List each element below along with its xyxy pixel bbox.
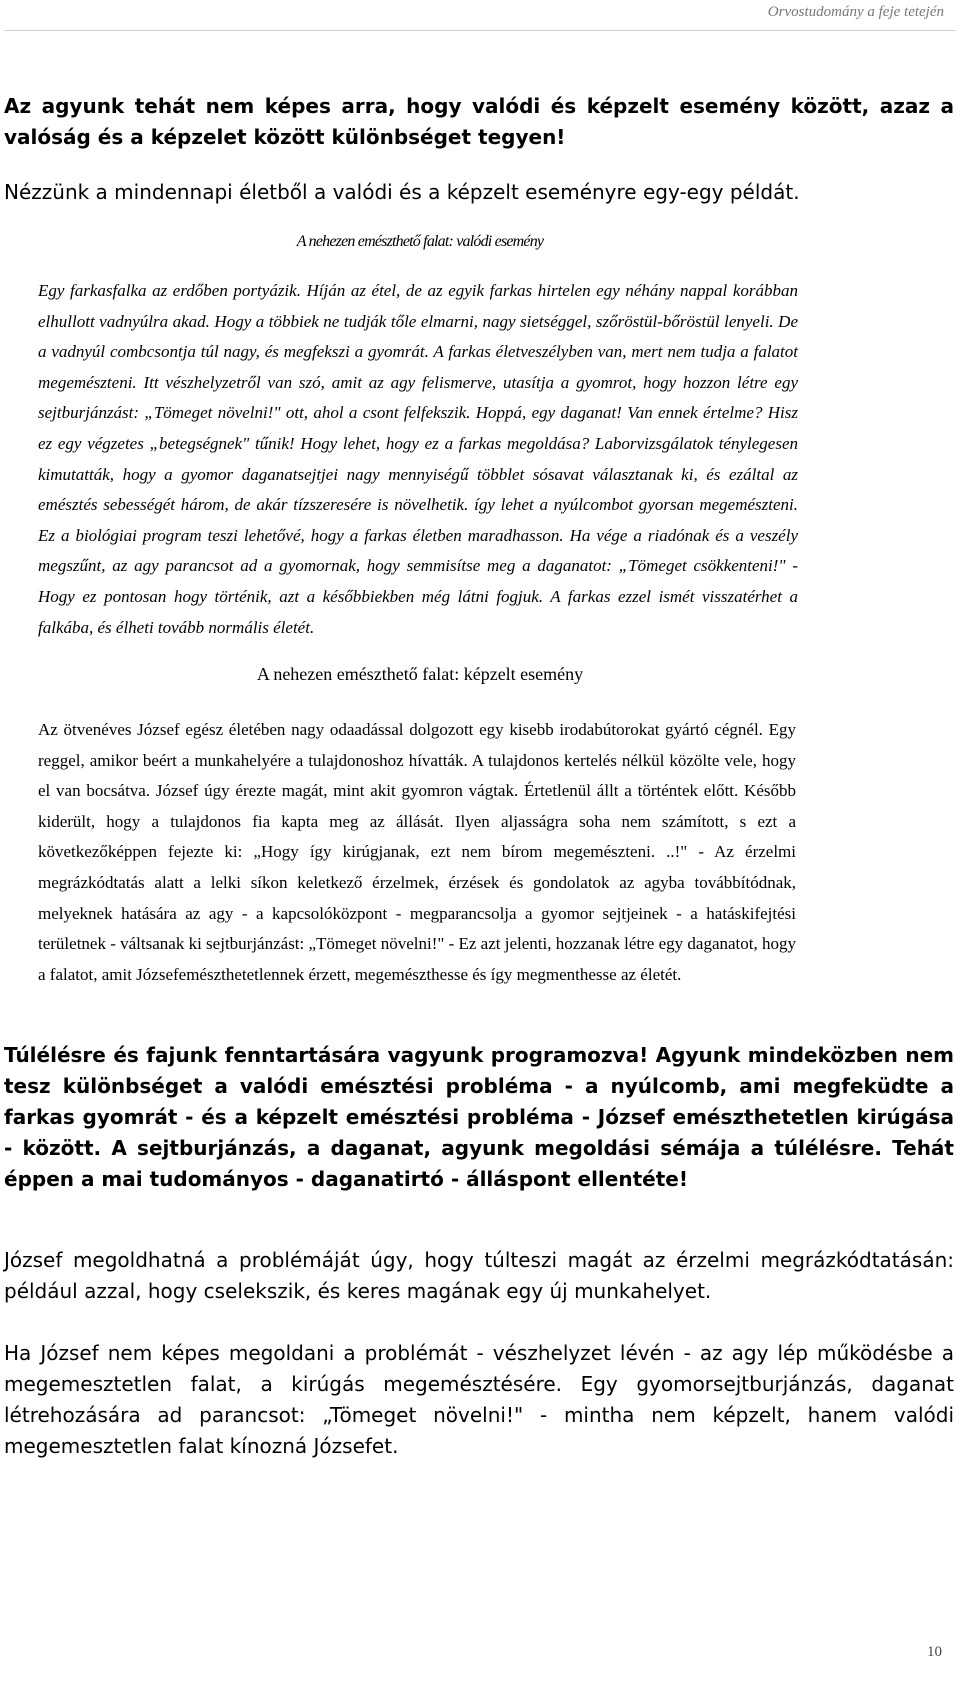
intro-lead: Nézzünk a mindennapi életből a valódi és a képzelt eseményre egy-egy példát. — [4, 180, 800, 204]
conclusion-paragraph-2: Ha József nem képes megoldani a problémát - vészhelyzet lévén - az agy lép működésbe a megemesztetlen falat, a kirúgás megemésztésére. Egy gyomorsejtburjánzás, daganat létrehozására ad parancsot: „Tömeget növelni!" - mintha nem képzelt, hanem valódi megemesztetlen falat kínozná Józsefet. — [4, 1341, 954, 1458]
intro-bold-paragraph: Az agyunk tehát nem képes arra, hogy valódi és képzelt esemény között, azaz a valóság és a képzelet között különbséget tegyen! — [4, 94, 954, 149]
section-imagined-body: Az ötvenéves József egész életében nagy odaadással dolgozott egy kisebb irodabútorokat gyártó cégnél. Egy reggel, amikor beért a munkahelyére a tulajdonoshoz hívatták. A tulajdonos kertelés nélkül közölte vele, hogy el van bocsátva. József úgy érezte magát, mint akit gyomron vágtak. Értetlenül állt a történtek előtt. Később kiderült, hogy a tulajdonos fia kapta meg az állását. Ilyen aljasságra soha nem számított, s ezt a következőképpen fejezte ki: „Hogy így kirúgjanak, ezt nem bírom megemészteni. ..!" - Az érzelmi megrázkódtatás alatt a lelki síkon keletkező érzelmek, érzések és gondolatok az agyba továbbítódnak, melyeknek hatására az agy - a kapcsolóközpont - megparancsolja a gyomor sejtjeinek - a hatáskifejtési területnek - váltsanak ki sejtburjánzást: „Tömeget növelni!" - Ez azt jelenti, hozzanak létre egy daganatot, hogy a falatot, amit Józsefemészthetetlennek érzett, megemészthesse és így megmenthesse az életét. — [38, 720, 796, 984]
running-head: Orvostudomány a feje tetején — [767, 4, 944, 20]
section-imagined-heading: A nehezen emészthető falat: képzelt esemény — [256, 664, 584, 684]
conclusion-bold-paragraph: Túlélésre és fajunk fenntartására vagyunk programozva! Agyunk mindeközben nem tesz különbséget a valódi emésztési probléma - a nyúlcomb, ami megfeküdte a farkas gyomrát - és a képzelt emésztési probléma - József emészthetetlen kirúgása - között. A sejtburjánzás, a daganat, agyunk megoldási sémája a túlélésre. Tehát éppen a mai tudományos - daganatirtó - álláspont ellentéte! — [4, 1043, 954, 1191]
header-rule — [4, 30, 956, 31]
section-real-body: Egy farkasfalka az erdőben portyázik. Híján az étel, de az egyik farkas hirtelen egy néhány nappal korábban elhullott vadnyúlra akad. Hogy a többiek ne tudják tőle elmarni, nagy sietséggel, szőröstül-bőröstül lenyeli. De a vadnyúl combcsontja túl nagy, és megfekszi a gyomrát. A farkas életveszélyben van, mert nem tudja a falatot megemészteni. Itt vészhelyzetről van szó, amit az agy felismerve, utasítja a gyomrot, hogy hozzon létre egy sejtburjánzást: „Tömeget növelni!" ott, ahol a csont felfekszik. Hoppá, egy daganat! Van ennek értelme? Hisz ez egy végzetes „betegségnek" tűnik! Hogy lehet, hogy ez a farkas megoldása? Laborvizsgálatok ténylegesen kimutatták, hogy a gyomor daganatsejtjei nagy mennyiségű többlet sósavat választanak ki, és ezáltal az emésztés sebességét három, de akár tízszeresére is növelhetik. így lehet a nyúlcombot gyorsan megemészteni. Ez a biológiai program teszi lehetővé, hogy a farkas életben maradhasson. Ha vége a riadónak és a veszély megszűnt, az agy parancsot ad a gyomornak, hogy semmisítse meg a daganatot: „Tömeget csökkenteni!" - Hogy ez pontosan hogy történik, azt a későbbiekben még látni fogjuk. A farkas ezzel ismét visszatérhet a falkába, és élheti tovább normális életét. — [38, 281, 798, 637]
conclusion-paragraph-1: József megoldhatná a problémáját úgy, hogy túlteszi magát az érzelmi megrázkódtatásán: például azzal, hogy cselekszik, és keres magának egy új munkahelyet. — [4, 1248, 954, 1303]
section-real-heading: A nehezen emészthető falat: valódi esemény — [296, 233, 544, 250]
page-number: 10 — [927, 1644, 942, 1660]
